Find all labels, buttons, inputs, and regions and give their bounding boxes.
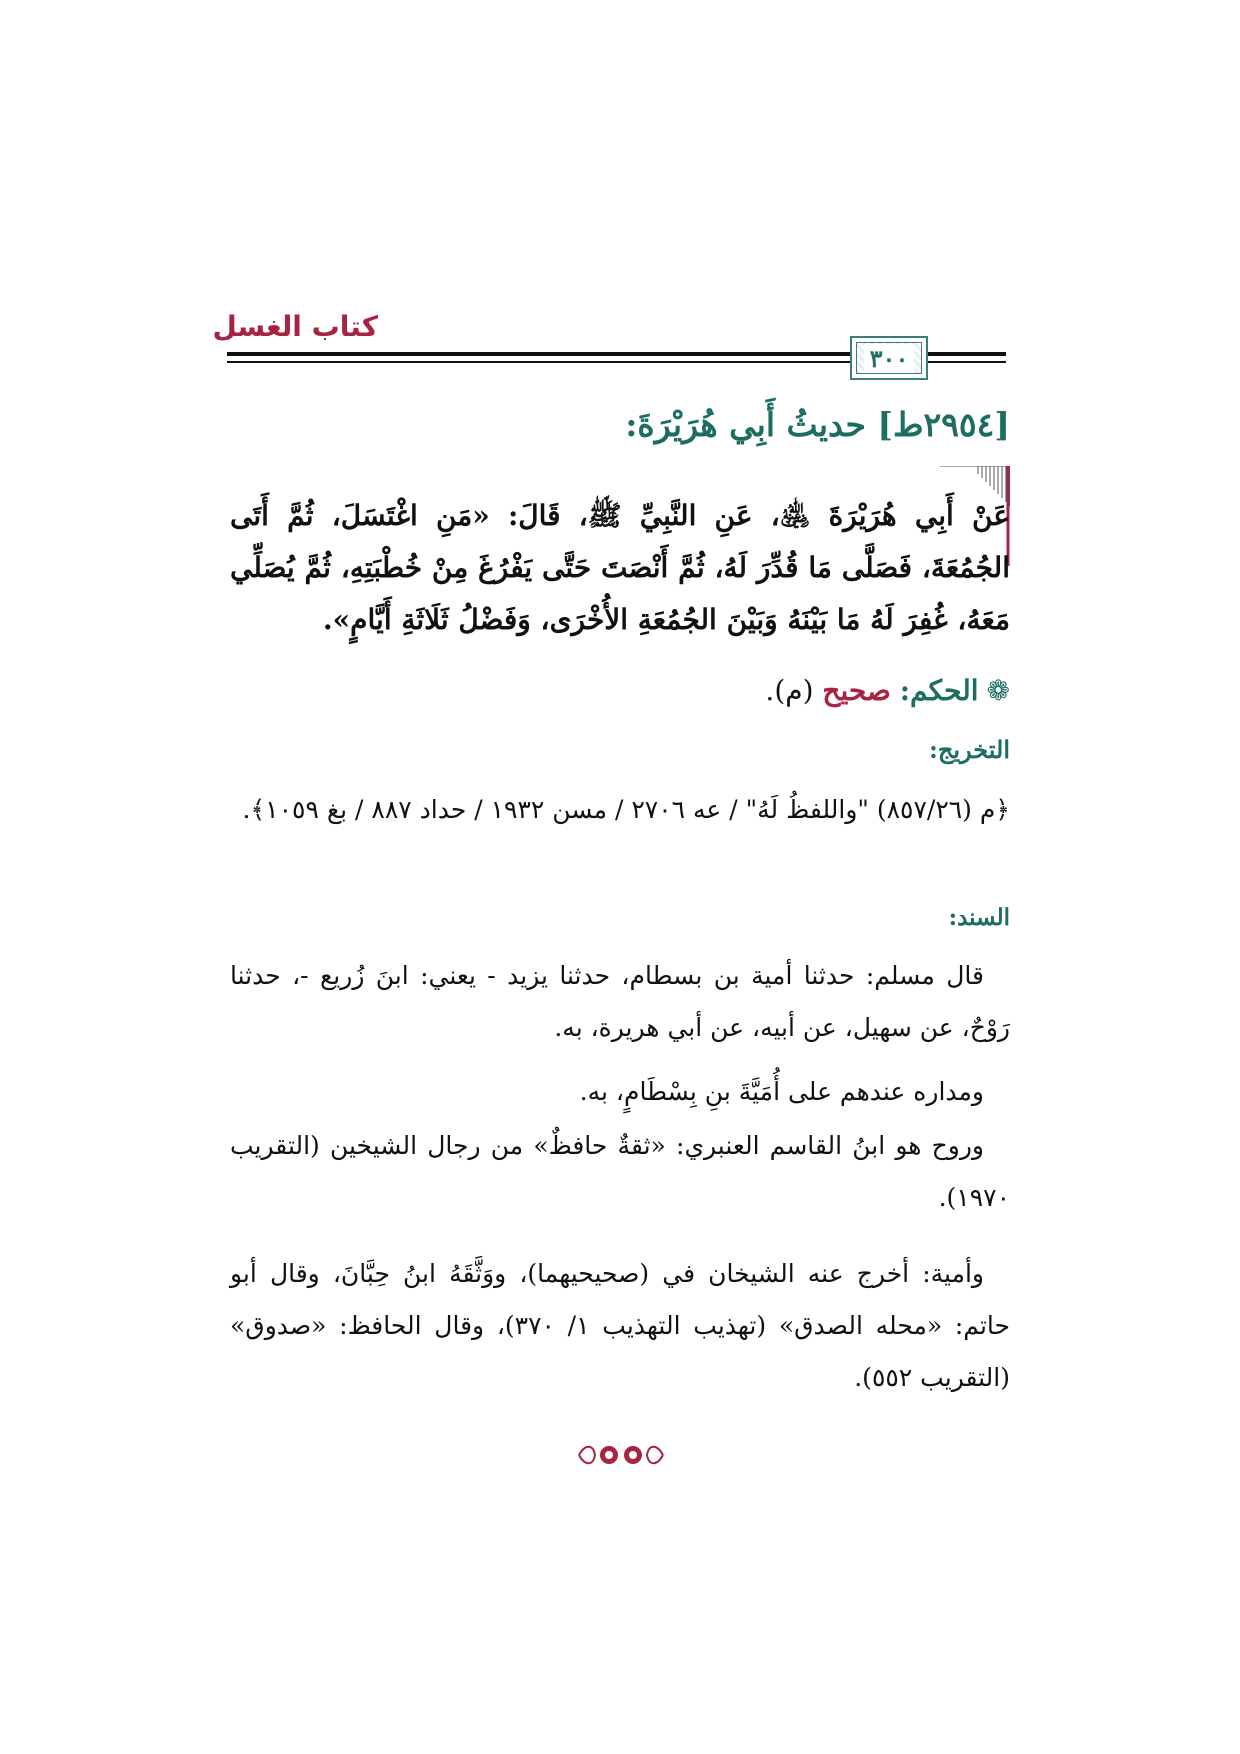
hadith-heading: [٢٩٥٤ط] حديثُ أَبِي هُرَيْرَةَ: [625, 405, 1010, 444]
sanad-label: السند: [948, 904, 1010, 931]
paragraph-umayya: وأمية: أخرج عنه الشيخان في (صحيحيهما)، ووَثَّقَهُ ابنُ حِبَّانَ، وقال أبو حاتم: «محله الصدق» (تهذيب التهذيب ١/ ٣٧٠)، وقال الحافظ: «صدوق» (التقريب ٥٥٢). [230, 1259, 1010, 1392]
paragraph-sanad: قال مسلم: حدثنا أمية بن بسطام، حدثنا يزيد - يعني: ابنَ زُريع -، حدثنا رَوْحٌ، عن سهيل، عن أبيه، عن أبي هريرة، به. [230, 961, 1010, 1042]
page-number-badge [850, 336, 928, 380]
ruling-line [765, 674, 1010, 707]
flower-icon: ❁ [986, 674, 1010, 707]
page-number: ٣٠٠ [864, 344, 915, 373]
floral-ornament-icon [575, 1440, 667, 1470]
ruling-value: صحيح [822, 674, 891, 707]
ruling-label: الحكم: [899, 674, 979, 707]
chapter-title: كتاب الغسل [212, 310, 378, 343]
hadith-text: عَنْ أَبِي هُرَيْرَةَ ﵁، عَنِ النَّبِيِّ ﷺ، قَالَ: «مَنِ اغْتَسَلَ، ثُمَّ أَتَى الجُمُعَةَ، فَصَلَّى مَا قُدِّرَ لَهُ، ثُمَّ أَنْصَتَ حَتَّى يَفْرُغَ مِنْ خُطْبَتِهِ، ثُمَّ يُصَلِّي مَعَهُ، غُفِرَ لَهُ مَا بَيْنَهُ وَبَيْنَ الجُمُعَةِ الأُخْرَى، وَفَضْلُ ثَلَاثَةِ أَيَّامٍ». [230, 499, 1010, 636]
paragraph-madar: ومداره عندهم على أُمَيَّةَ بنِ بِسْطَامٍ، به. [579, 1077, 984, 1106]
ruling-suffix: (م). [765, 674, 814, 707]
takhrij-label: التخريج: [929, 735, 1010, 764]
paragraph-rawh: وروح هو ابنُ القاسم العنبري: «ثقةٌ حافظٌ» من رجال الشيخين (التقريب ١٩٧٠). [230, 1131, 1010, 1212]
takhrij-text: ﴿م (٨٥٧/٢٦) "واللفظُ لَهُ" / عه ٢٧٠٦ / مسن ١٩٣٢ / حداد ٨٨٧ / بغ ١٠٥٩﴾. [242, 795, 1010, 824]
